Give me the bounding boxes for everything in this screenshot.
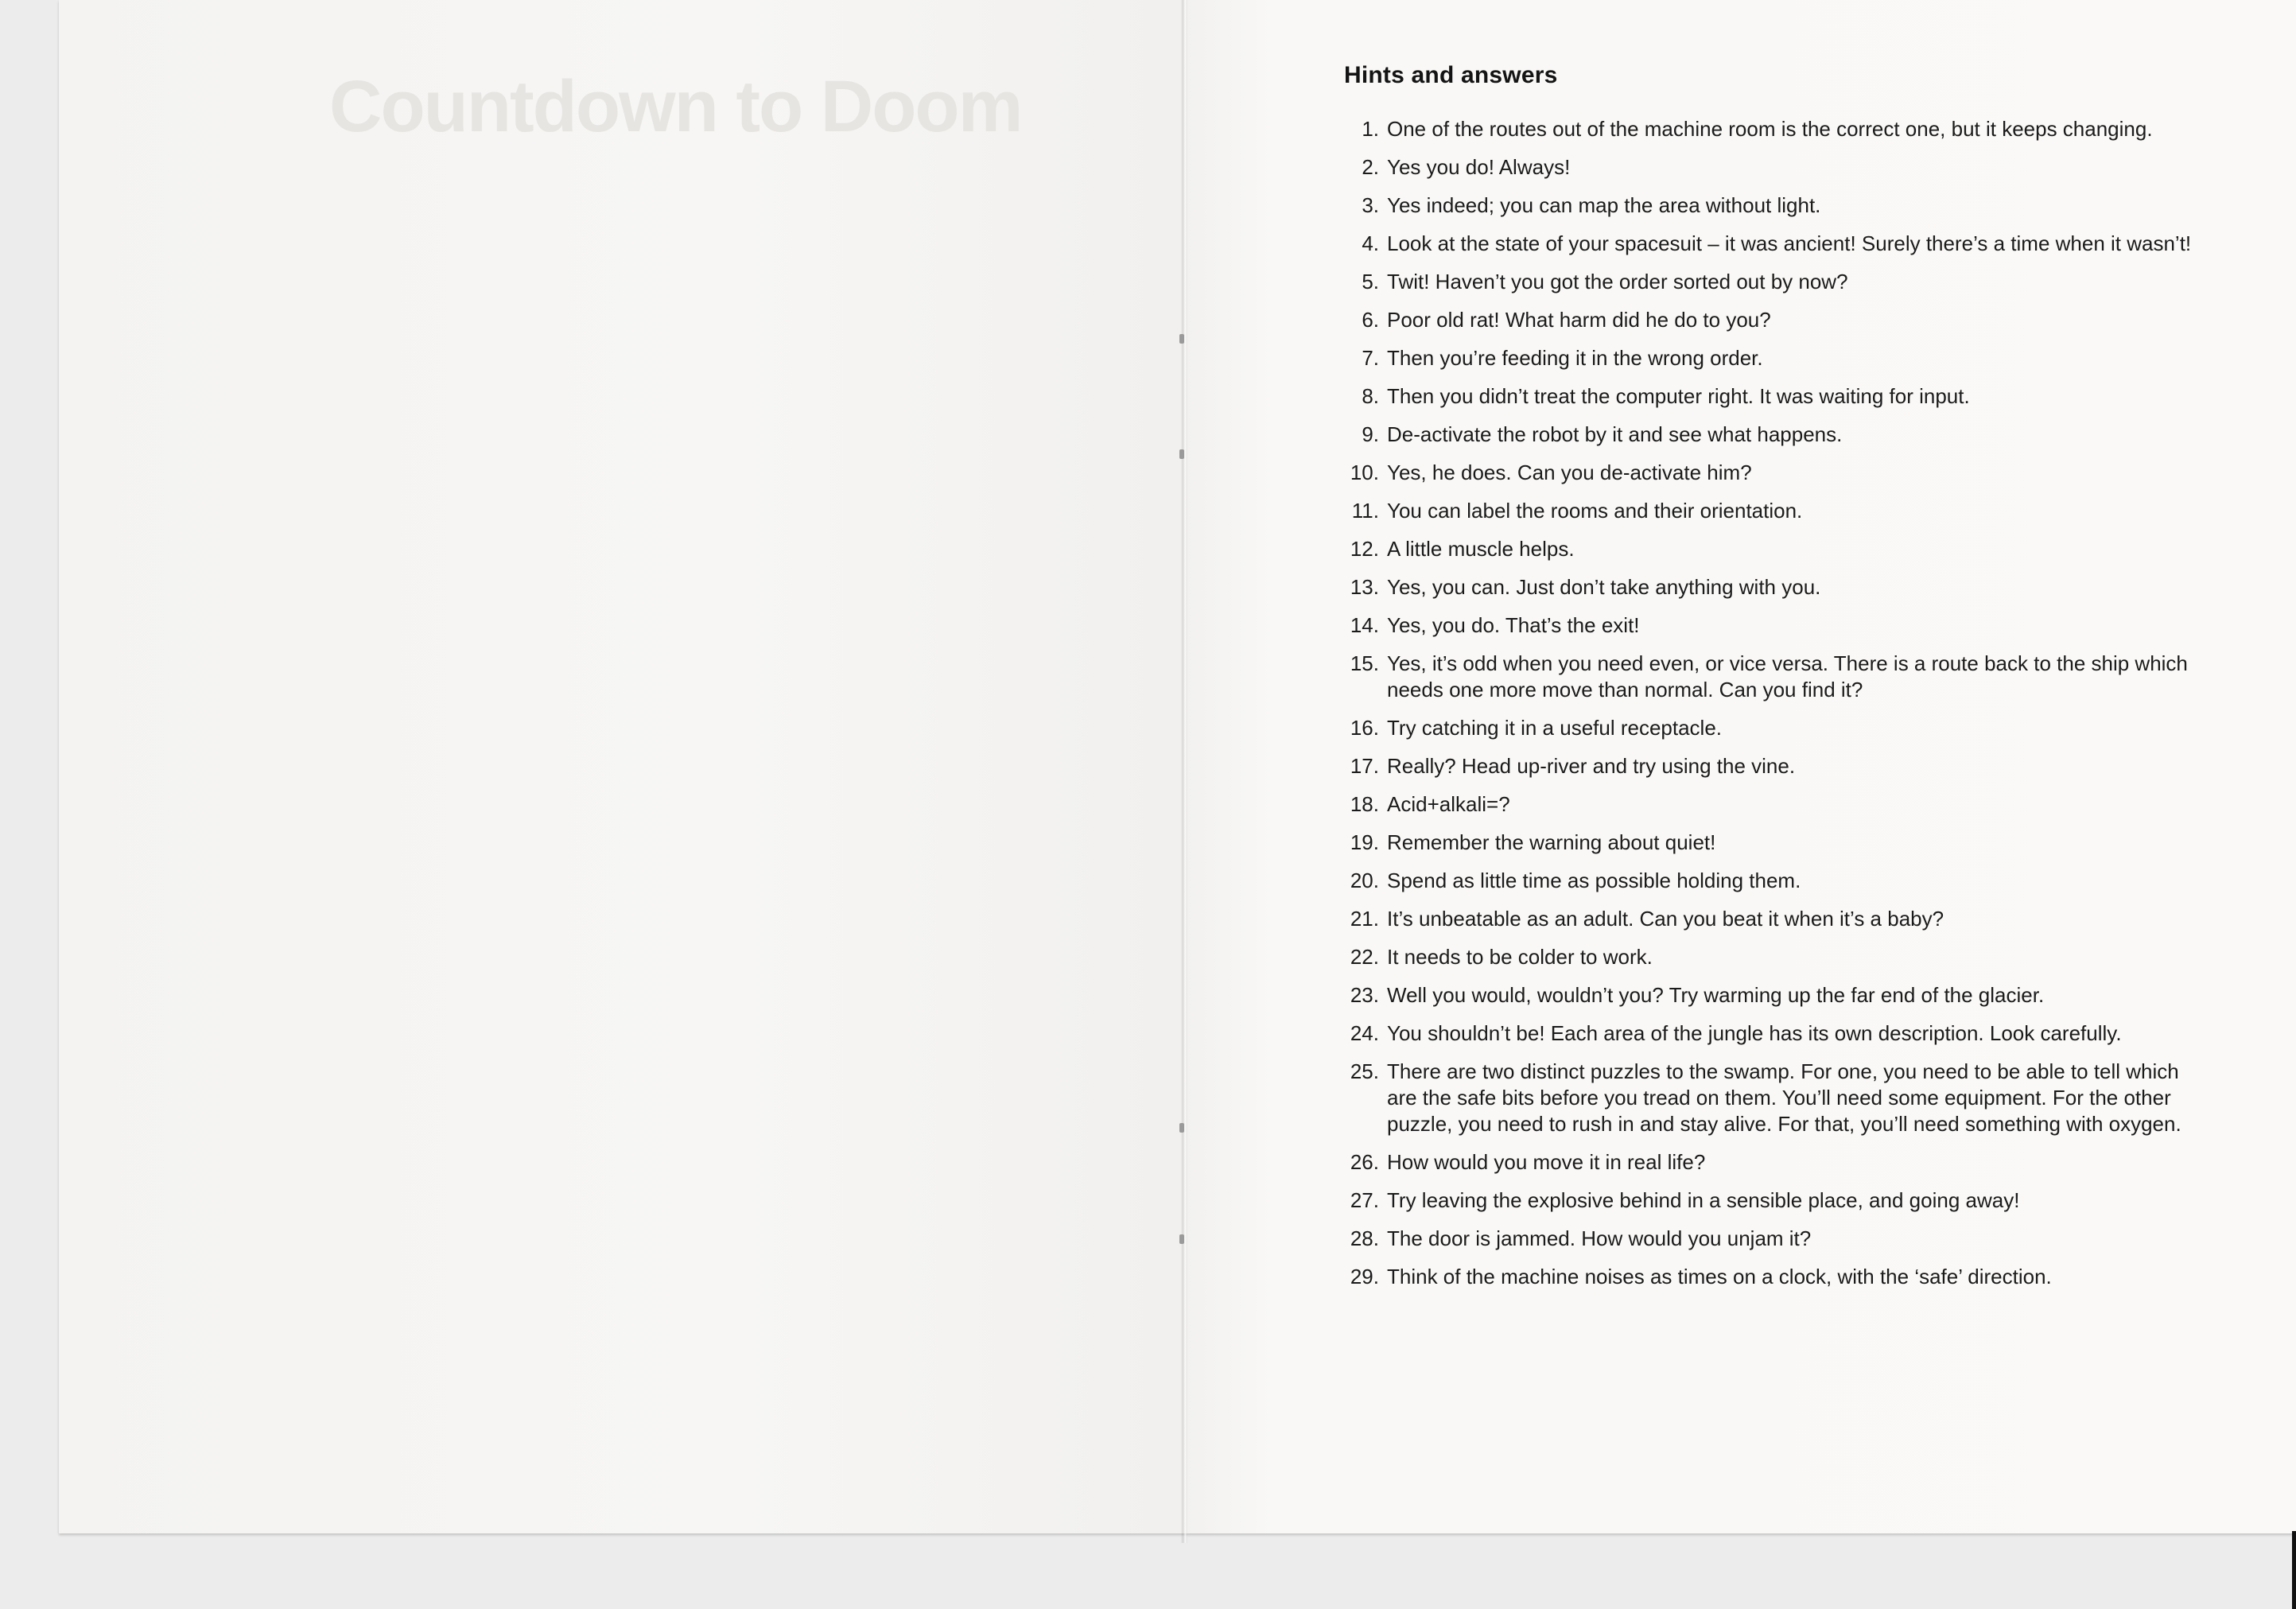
hint-item (1344, 1149, 2203, 1176)
hint-text: Yes, it’s odd when you need even, or vice versa. There is a route back to the ship which needs one more move than normal. Can you find it? (1387, 651, 2188, 702)
hint-text: You shouldn’t be! Each area of the jungle has its own description. Look carefully. (1387, 1021, 2122, 1045)
hint-number: 23. (1350, 983, 1379, 1007)
hint-text: One of the routes out of the machine room is the correct one, but it keeps changing. (1387, 117, 2153, 141)
hint-text: There are two distinct puzzles to the swamp. For one, you need to be able to tell which are the safe bits before you tread on them. You’ll need some equipment. For the other puzzle, you need to rush in and stay alive. For that, you’ll need something with oxygen. (1387, 1059, 2181, 1136)
hint-text: Yes you do! Always! (1387, 155, 1571, 179)
hint-number: 9. (1362, 422, 1379, 446)
hint-text: Try catching it in a useful receptacle. (1387, 716, 1723, 740)
hint-item (1344, 791, 2203, 818)
hint-item (1344, 830, 2203, 856)
hint-number: 10. (1350, 461, 1379, 484)
hint-number: 7. (1362, 346, 1379, 370)
hint-text: Yes, you do. That’s the exit! (1387, 613, 1640, 637)
hint-item (1344, 651, 2203, 703)
hint-number: 19. (1350, 830, 1379, 854)
hint-item (1344, 612, 2203, 639)
hint-number: 28. (1350, 1226, 1379, 1250)
hint-number: 1. (1362, 117, 1379, 141)
hint-text: Yes, you can. Just don’t take anything with you. (1387, 575, 1821, 599)
section-heading: Hints and answers (1344, 62, 1558, 88)
hint-item (1344, 753, 2203, 779)
hint-item (1344, 422, 2203, 448)
show-through-title: Countdown to Doom (329, 66, 1022, 147)
hint-text: De-activate the robot by it and see what happens. (1387, 422, 1843, 446)
hint-number: 17. (1350, 754, 1379, 778)
hint-number: 18. (1350, 792, 1379, 816)
hint-item (1344, 536, 2203, 562)
hint-text: Then you didn’t treat the computer right. It was waiting for input. (1387, 384, 1970, 408)
hint-number: 16. (1350, 716, 1379, 740)
hint-text: Yes indeed; you can map the area without light. (1387, 193, 1821, 217)
hint-item (1344, 1264, 2203, 1290)
hint-text: You can label the rooms and their orientation. (1387, 499, 1803, 523)
hint-number: 6. (1362, 308, 1379, 332)
hint-item (1344, 269, 2203, 295)
left-page (59, 0, 1183, 1533)
staple-mark (1179, 334, 1184, 344)
hint-number: 8. (1362, 384, 1379, 408)
hint-text: A little muscle helps. (1387, 537, 1575, 561)
hint-text: It needs to be colder to work. (1387, 945, 1653, 969)
hint-text: Twit! Haven’t you got the order sorted out by now? (1387, 270, 1848, 293)
hint-number: 15. (1350, 651, 1379, 675)
hint-number: 27. (1350, 1188, 1379, 1212)
hint-text: Acid+alkali=? (1387, 792, 1510, 816)
center-fold (1181, 0, 1187, 1543)
hint-number: 13. (1350, 575, 1379, 599)
hint-item (1344, 1187, 2203, 1214)
hint-number: 12. (1350, 537, 1379, 561)
hint-item (1344, 868, 2203, 894)
hint-text: Think of the machine noises as times on a clock, with the ‘safe’ direction. (1387, 1265, 2052, 1288)
hint-item (1344, 460, 2203, 486)
hint-number: 11. (1351, 499, 1379, 523)
hint-number: 29. (1350, 1265, 1379, 1288)
hint-text: The door is jammed. How would you unjam it? (1387, 1226, 1812, 1250)
page-edge-shadow (2292, 1531, 2296, 1609)
staple-mark (1179, 1123, 1184, 1133)
hint-item (1344, 231, 2203, 257)
hint-text: Then you’re feeding it in the wrong order. (1387, 346, 1763, 370)
hint-item (1344, 574, 2203, 600)
hint-item (1344, 345, 2203, 371)
hint-number: 3. (1362, 193, 1379, 217)
hint-item (1344, 1059, 2203, 1137)
hints-list (1344, 116, 2203, 1290)
staple-mark (1179, 1234, 1184, 1244)
hint-number: 24. (1350, 1021, 1379, 1045)
hint-number: 2. (1362, 155, 1379, 179)
hint-text: Remember the warning about quiet! (1387, 830, 1716, 854)
hint-item (1344, 1020, 2203, 1047)
hint-item (1344, 383, 2203, 410)
hint-item (1344, 192, 2203, 219)
hint-text: Try leaving the explosive behind in a sensible place, and going away! (1387, 1188, 2020, 1212)
hint-number: 25. (1350, 1059, 1379, 1083)
hint-text: Really? Head up-river and try using the vine. (1387, 754, 1796, 778)
hint-item (1344, 307, 2203, 333)
hint-item (1344, 498, 2203, 524)
hint-text: It’s unbeatable as an adult. Can you beat it when it’s a baby? (1387, 907, 1944, 931)
hint-text: Poor old rat! What harm did he do to you? (1387, 308, 1771, 332)
hint-text: How would you move it in real life? (1387, 1150, 1706, 1174)
hint-number: 4. (1362, 231, 1379, 255)
hint-item (1344, 715, 2203, 741)
hint-number: 21. (1350, 907, 1379, 931)
hint-number: 26. (1350, 1150, 1379, 1174)
hint-number: 20. (1350, 869, 1379, 892)
staple-mark (1179, 449, 1184, 459)
hint-text: Look at the state of your spacesuit – it was ancient! Surely there’s a time when it wasn’t! (1387, 231, 2192, 255)
hint-number: 5. (1362, 270, 1379, 293)
hint-item (1344, 154, 2203, 181)
hint-item (1344, 116, 2203, 142)
hint-number: 22. (1350, 945, 1379, 969)
hints-section (1344, 62, 2203, 1302)
hint-item (1344, 982, 2203, 1009)
hint-item (1344, 906, 2203, 932)
hint-text: Well you would, wouldn’t you? Try warming up the far end of the glacier. (1387, 983, 2045, 1007)
hint-text: Yes, he does. Can you de-activate him? (1387, 461, 1752, 484)
hint-text: Spend as little time as possible holding them. (1387, 869, 1801, 892)
hint-number: 14. (1350, 613, 1379, 637)
hint-item (1344, 1226, 2203, 1252)
hint-item (1344, 944, 2203, 970)
